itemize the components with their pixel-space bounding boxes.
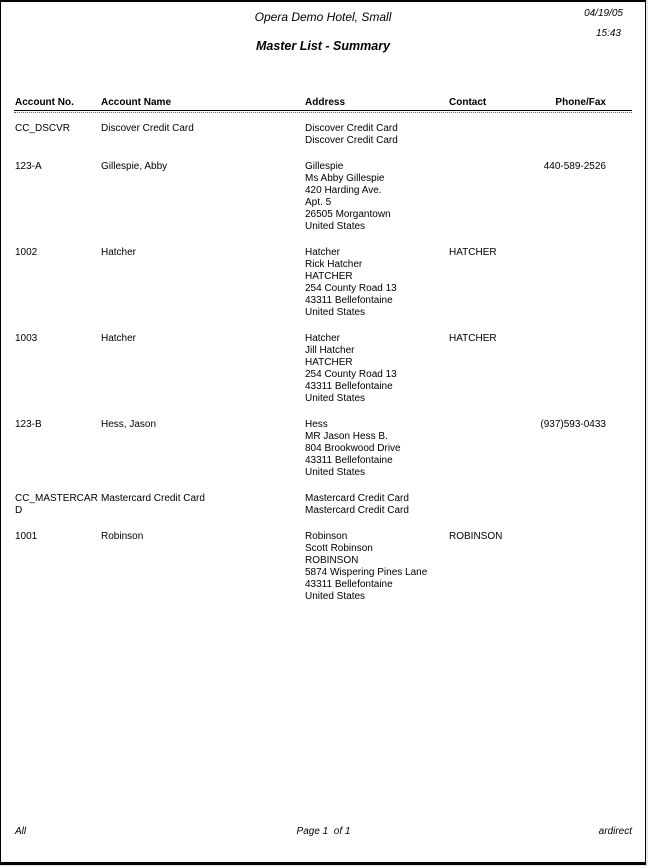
- footer-page-info: Page 1 of 1: [296, 826, 351, 837]
- cell-phone: (937)593-0433: [540, 419, 606, 430]
- table-row: [15, 333, 632, 405]
- cell-account-name: Hatcher: [101, 247, 137, 258]
- column-header-account-no: Account No.: [15, 97, 74, 108]
- address-line: ROBINSON: [305, 555, 359, 566]
- cell-account-name: Discover Credit Card: [101, 123, 194, 134]
- address-line: 26505 Morgantown: [305, 209, 391, 220]
- table-header-rule: [14, 110, 632, 113]
- address-line: Hess: [305, 419, 328, 430]
- column-header-address: Address: [305, 97, 346, 108]
- report-hotel-name: Opera Demo Hotel, Small: [254, 10, 392, 24]
- address-line: 43311 Bellefontaine: [305, 295, 393, 306]
- cell-address: [305, 419, 449, 479]
- footer-report-id: ardirect: [598, 826, 633, 837]
- address-line: 43311 Bellefontaine: [305, 579, 393, 590]
- address-line: 5874 Wispering Pines Lane: [305, 567, 428, 578]
- cell-account-no: 123-B: [15, 419, 42, 430]
- cell-phone: [535, 531, 632, 603]
- cell-account-no: CC_MASTERCARD: [15, 493, 98, 516]
- address-line: 43311 Bellefontaine: [305, 455, 393, 466]
- cell-account-name: Robinson: [101, 531, 144, 542]
- table-row: [15, 161, 632, 233]
- table-row: [15, 493, 632, 517]
- cell-address: [305, 161, 449, 233]
- footer-filter: All: [15, 826, 27, 837]
- cell-phone: [535, 493, 632, 517]
- cell-account-no: 1002: [15, 247, 38, 258]
- address-line: HATCHER: [305, 271, 353, 282]
- cell-contact: [449, 123, 535, 147]
- cell-address: [305, 333, 449, 405]
- report-title: Master List - Summary: [255, 39, 391, 53]
- column-header-account-name: Account Name: [101, 97, 172, 108]
- cell-contact: ROBINSON: [449, 531, 503, 542]
- address-line: Hatcher: [305, 247, 341, 258]
- address-line: 43311 Bellefontaine: [305, 381, 393, 392]
- address-line: HATCHER: [305, 357, 353, 368]
- table-body: [15, 123, 632, 617]
- cell-account-name: Mastercard Credit Card: [101, 493, 205, 504]
- address-line: Scott Robinson: [305, 543, 373, 554]
- table-row: [15, 531, 632, 603]
- address-line: Jill Hatcher: [305, 345, 355, 356]
- table-row: [15, 419, 632, 479]
- address-line: 254 County Road 13: [305, 369, 397, 380]
- cell-contact: [449, 419, 535, 479]
- address-line: MR Jason Hess B.: [305, 431, 388, 442]
- cell-address: [305, 531, 449, 603]
- table-row: [15, 123, 632, 147]
- cell-account-name: Gillespie, Abby: [101, 161, 168, 172]
- cell-account-no: CC_DSCVR: [15, 123, 71, 134]
- address-line: Gillespie: [305, 161, 344, 172]
- address-line: Discover Credit Card: [305, 135, 398, 146]
- cell-account-name: Hess, Jason: [101, 419, 157, 430]
- cell-phone: 440-589-2526: [543, 161, 606, 172]
- column-header-contact: Contact: [449, 97, 487, 108]
- cell-account-name: Hatcher: [101, 333, 137, 344]
- report-footer: [15, 826, 632, 837]
- address-line: United States: [305, 591, 366, 602]
- address-line: Robinson: [305, 531, 348, 542]
- address-line: United States: [305, 307, 366, 318]
- cell-address: [305, 493, 449, 517]
- cell-contact: [449, 161, 535, 233]
- address-line: United States: [305, 393, 366, 404]
- cell-phone: [535, 123, 632, 147]
- cell-address: [305, 247, 449, 319]
- address-line: Mastercard Credit Card: [305, 493, 409, 504]
- cell-phone: [535, 247, 632, 319]
- cell-account-no: 1001: [15, 531, 38, 542]
- address-line: United States: [305, 467, 366, 478]
- address-line: Ms Abby Gillespie: [305, 173, 385, 184]
- column-header-phone-fax: Phone/Fax: [555, 97, 606, 108]
- address-line: Mastercard Credit Card: [305, 505, 409, 516]
- cell-account-no: 1003: [15, 333, 38, 344]
- cell-contact: [449, 493, 535, 517]
- cell-contact: HATCHER: [449, 247, 497, 258]
- address-line: 420 Harding Ave.: [305, 185, 382, 196]
- table-header: [15, 97, 632, 109]
- report-date: 04/19/05: [584, 8, 623, 19]
- cell-account-no: 123-A: [15, 161, 42, 172]
- address-line: 804 Brookwood Drive: [305, 443, 401, 454]
- address-line: Apt. 5: [305, 197, 332, 208]
- cell-contact: HATCHER: [449, 333, 497, 344]
- address-line: Discover Credit Card: [305, 123, 398, 134]
- address-line: 254 County Road 13: [305, 283, 397, 294]
- table-row: [15, 247, 632, 319]
- cell-address: [305, 123, 449, 147]
- address-line: Hatcher: [305, 333, 341, 344]
- report-time: 15:43: [595, 28, 621, 39]
- address-line: United States: [305, 221, 366, 232]
- address-line: Rick Hatcher: [305, 259, 363, 270]
- cell-phone: [535, 333, 632, 405]
